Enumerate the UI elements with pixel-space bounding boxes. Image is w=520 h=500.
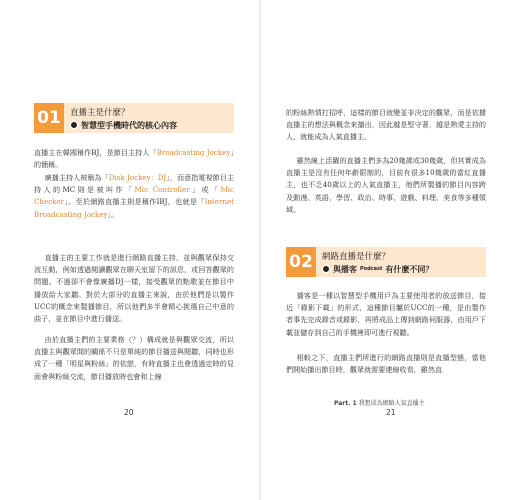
paragraph-4: 相較之下，直播主們所進行的網路直播則是直播型態，當他們開始播出節目時，觀眾就需要連線收看，雖然直 — [286, 353, 486, 375]
footer-title: 我想成為網路人氣直播主 — [358, 400, 425, 407]
section-text — [64, 103, 234, 133]
text-run: 」或「 — [189, 185, 221, 195]
text-run: 」。 — [107, 209, 119, 219]
section-number: 01 — [37, 108, 61, 128]
section-header-01 — [34, 103, 234, 133]
running-footer — [334, 398, 425, 407]
highlight-term: Mic Controller — [134, 185, 190, 195]
paragraph-1: 的粉絲熱情打招呼，這樣的節目就變並非決定的觀眾，而是依據直播主的想法與概念來播出，因此越是堅守著，越是熱愛主持的人，就能成為人氣直播主。 — [286, 108, 486, 142]
paragraph-2: 雖然線上活躍的直播主們多為20幾歲或30幾歲，但其實成為直播主是沒有任何年齡限制的，目前有很多10幾歲的當紅直播主，也不乏40歲以上的人氣直播主，他們所製播的節目內容跨及動漫、英語、學習、政治、時事、遊戲、料理、美食等多種領域。 — [286, 156, 486, 214]
text-run: 」，而意指電視節目主持人的MC則是被叫作「 — [34, 173, 234, 195]
section-number: 02 — [289, 252, 313, 272]
page-number-right: 21 — [386, 408, 396, 417]
bullet-pin-icon — [70, 121, 78, 129]
highlight-term: Mic Checker — [34, 185, 235, 207]
right-page — [260, 0, 520, 500]
highlight-term: Disk Jockey：DJ — [108, 173, 167, 182]
footer-part-label: Part. 1 — [334, 400, 357, 407]
section-question: 直播主是什麼？ — [70, 107, 130, 118]
paragraph-4: 由於直播主們的主要業務（？）構成就是與觀眾交流，所以直播主與觀眾間的關係不只是單純的節目播送與閱聽，同時也形成了一種「明星與粉絲」的依戀，有時直播主也會透過定時的見面會與粉絲交流，節目播放時也會和上線 — [34, 335, 234, 381]
section-question: 網路直播是什麼？ — [322, 251, 391, 262]
paragraph-3: 直播主的主要工作就是進行網路直播主持，並與觀眾保持交流互動，例如透過閱讀觀眾在聊天室留下的訊息，或回答觀眾的問題。不過卻不會像廣播DJ一樣，接受觀眾的點歌並在節目中播放給大家聽。對於大部分的直播主來說，由於他們是以製作UCC的概念來製播節目，所以他們多半會精心挑選自己中意的曲子，並在節目中進行播送。 — [34, 253, 234, 324]
section-subtitle: 智慧型手機時代的核心內容 — [81, 120, 177, 130]
text-run: 」的簡稱。 — [34, 148, 234, 170]
text-run: 廣播主持人被稱為「 — [44, 173, 109, 182]
paragraph-2 — [34, 172, 234, 221]
highlight-term: Internet Broadcasting Jockey — [34, 197, 234, 219]
bullet-pin-icon — [322, 265, 330, 273]
page-number-left: 20 — [124, 408, 134, 417]
paragraph-3: 播客是一種以智慧型手機用戶為主要使用者的放送節目，接近「錄影下載」的形式，這種節目屬於UCC的一種，是由製作者事先完成錄音或錄影，再將成品上傳到網路伺服器，由用戶下載並儲存到自己的手機裡即可進行視聽。 — [286, 291, 486, 337]
section-text — [316, 247, 486, 277]
section-subtitle-lead: 與播客 — [333, 264, 357, 274]
section-subtitle-row — [70, 120, 234, 131]
superscript-podcast: Podcast — [360, 266, 383, 272]
section-subtitle: 有什麼不同？ — [385, 264, 434, 274]
paragraph-1 — [34, 147, 234, 171]
section-subtitle-row — [322, 264, 486, 275]
text-run: 」。至於網路直播主則是稱作IBJ，也就是「 — [64, 197, 205, 207]
highlight-term: Broadcasting Jockey — [156, 148, 231, 157]
section-header-02 — [286, 247, 486, 277]
text-run: 直播主在韓國稱作BJ，是節目主持人「 — [34, 148, 157, 157]
